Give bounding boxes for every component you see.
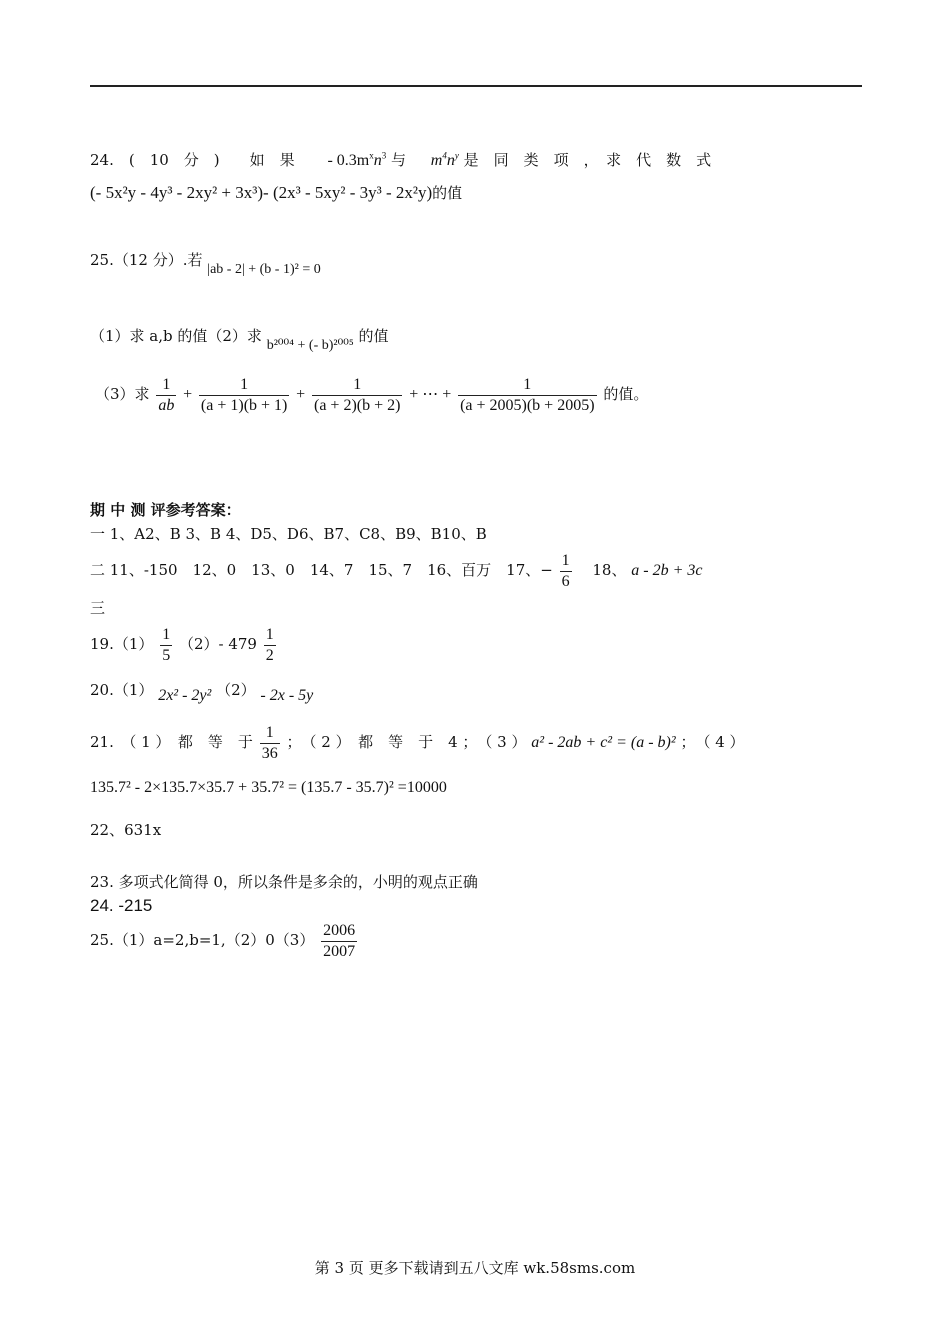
q25-part3-text: （3）求 [95, 385, 150, 403]
q24-tail: 的值 [432, 184, 463, 202]
q25-fraction-2: $\frac{1}{(a + 1)(b + 1)}$ [200, 375, 288, 414]
q25-part12 [90, 326, 389, 353]
answer-25: 25.（1）a=2,b=1,（2）0（3） $\frac{2006}{2007}$ [90, 921, 356, 960]
answers-section-3: 三 [90, 599, 106, 617]
answers-title: 期 中 测 评参考答案： [90, 501, 241, 519]
q25-part2-tail: 的值 [358, 327, 389, 345]
q24-prefix: 24. ( 10 分 ) 如 果 [90, 151, 295, 169]
answer-23: 23. 多项式化简得 0，所以条件是多余的，小明的观点正确 [90, 873, 478, 891]
q25-part2-expression: b²⁰⁰⁴ + (- b)²⁰⁰⁵ [266, 338, 354, 353]
answer-21-expression: a² - 2ab + c² = (a - b)² [531, 734, 676, 751]
q25-dots: + ⋯ + [409, 386, 452, 403]
answer-21-line1: 21. （ 1 ） 都 等 于 $\frac{1}{36}$ ； （ 2 ） 都 等 于 4 ； （ 3 ） a² - 2ab + c² = (a - b)² ； （ 4 ） [90, 723, 745, 762]
answer-19-fraction-2: $\frac{1}{2}$ [265, 625, 274, 664]
q24-with: 与 [391, 151, 407, 169]
q24-expression: (- 5x²y - 4y³ - 2xy² + 3x³)- (2x³ - 5xy² - 3y³ - 2x²y) [90, 183, 433, 202]
answers-section-1: 一 1、A2、B 3、B 4、D5、D6、B7、C8、B9、B10、B [90, 525, 487, 543]
q25-part3-tail: 的值。 [603, 385, 649, 403]
answer-25-fraction: $\frac{2006}{2007}$ [323, 921, 356, 960]
q25-part3: （3）求 $\frac{1}{ab}$ + $\frac{1}{(a + 1)(b + 1)}$ + $\frac{1}{(a + 2)(b + 2)}$ + ⋯ + $\frac{1}{(a + 2005)(b + 2005)}$ 的值。 [95, 375, 649, 414]
q25-fraction-4: $\frac{1}{(a + 2005)(b + 2005)}$ [460, 375, 595, 414]
answer-22: 22、631x [90, 821, 162, 839]
q24-suffix: 是 同 类 项 ， 求 代 数 式 [463, 151, 712, 169]
q25-line1 [90, 250, 321, 277]
answer-19: 19.（1） $\frac{1}{5}$ （2）- 479 $\frac{1}{2}$ [90, 625, 274, 664]
answer-21-line2: 135.7² - 2×135.7×35.7 + 35.7² = (135.7 - 35.7)² =10000 [90, 779, 447, 796]
answer-20-expression-2: - 2x - 5y [260, 687, 314, 704]
q25-part12-text: （1）求 a,b 的值（2）求 [90, 327, 262, 345]
q24-line2 [90, 183, 462, 203]
answer-24: 24. -215 [90, 896, 153, 915]
q24-term1: - $0.3m^xn^3$ [327, 150, 387, 169]
q25-fraction-1: $\frac{1}{ab}$ [158, 375, 175, 414]
q24-term2: $m^4n^y$ [430, 150, 459, 169]
answer-20-expression-1: 2x² - 2y² [158, 687, 212, 704]
page-footer: 第 3 页 更多下载请到五八文库 wk.58sms.com [314, 1259, 636, 1277]
header-rule [90, 85, 862, 87]
answer-17-fraction: $\frac{1}{6}$ [561, 551, 570, 590]
answer-18-expression: a - 2b + 3c [631, 562, 703, 579]
answer-19-fraction-1: $\frac{1}{5}$ [162, 625, 171, 664]
q24-line1 [90, 150, 862, 171]
q25-prefix: 25.（12 分）.若 [90, 251, 203, 269]
answer-21-fraction: $\frac{1}{36}$ [261, 723, 278, 762]
answers-section-2: 二 11、-150 12、0 13、0 14、7 15、7 16、百万 17、− $\frac{1}{6}$ 18、 a - 2b + 3c [90, 551, 703, 590]
q25-condition: |ab - 2| + (b - 1)² = 0 [207, 262, 321, 277]
answer-20: 20.（1） 2x² - 2y² （2） - 2x - 5y [90, 681, 314, 704]
q25-fraction-3: $\frac{1}{(a + 2)(b + 2)}$ [313, 375, 401, 414]
